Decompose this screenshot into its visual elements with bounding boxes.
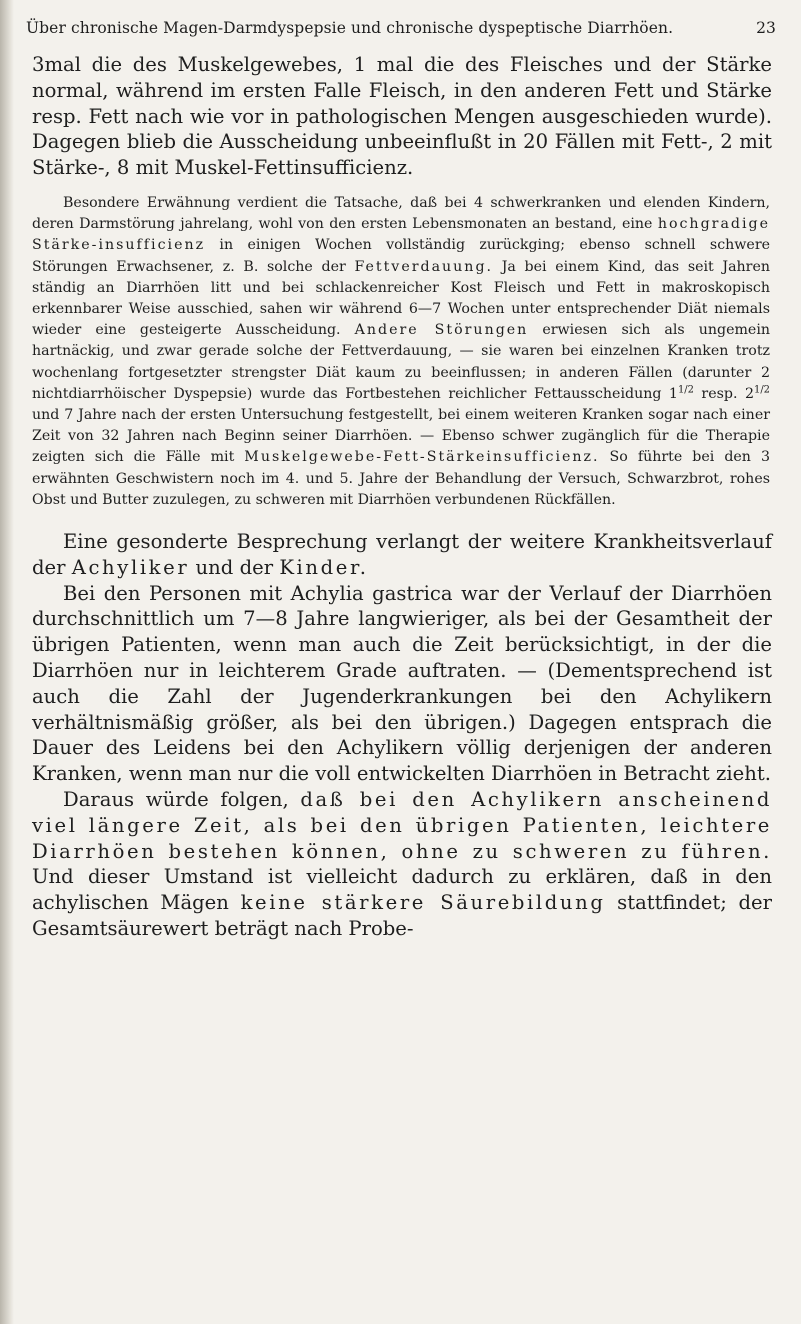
paragraph-2-small-print: Besondere Erwähnung verdient die Tatsache, daß bei 4 schwerkranken und elenden Kindern, deren Darmstörung jahrelang, wohl von den ersten Lebensmonaten an bestand, eine hochgradige Stärke-insufficienz in einigen Wochen vollständig zurückging; ebenso schnell schwere Störungen Erwachsener, z. B. solche der Fettverdauung. Ja bei einem Kind, das seit Jahren ständig an Diarrhöen litt und bei schlackenreicher Kost Fleisch und Fett in makroskopisch erkennbarer Weise ausschied, sahen wir während 6—7 Wochen unter entsprechender Diät niemals wieder eine gesteigerte Ausscheidung. Andere Störungen erwiesen sich als ungemein hartnäckig, und zwar gerade solche der Fettverdauung, — sie waren bei einzelnen Kranken trotz wochenlang fortgesetzter strengster Diät kaum zu beeinflussen; in anderen Fällen (darunter 2 nichtdiarrhöischer Dyspepsie) wurde das Fortbestehen reichlicher Fettausscheidung $1^{1/2}$ resp. $2^{1/2}$ und 7 Jahre nach der ersten Untersuchung festgestellt, bei einem weiteren Kranken sogar nach einer Zeit von 32 Jahren nach Beginn seiner Diarrhöen. — Ebenso schwer zugänglich für die Therapie zeigten sich die Fälle mit Muskelgewebe-Fett-Stärkeinsufficienz. So führte bei den 3 erwähnten Geschwistern noch im 4. und 5. Jahre der Behandlung der Versuch, Schwarzbrot, rohes Obst und Butter zuzulegen, zu schweren mit Diarrhöen verbundenen Rückfällen. — [32, 194, 771, 508]
spaced-emphasis: Fettverdauung. — [354, 258, 494, 275]
running-header — [26, 18, 782, 38]
book-binding-edge — [0, 0, 14, 1324]
fraction: 1/2 — [754, 384, 770, 396]
paragraph-1: 3mal die des Muskelgewebes, 1 mal die des Fleisches und der Stärke normal, während im ersten Falle Fleisch, in den anderen Fett und Stärke resp. Fett nach wie vor in pathologischen Mengen ausgeschieden wurde). Dagegen blieb die Ausscheidung unbeeinflußt in 20 Fällen mit Fett-, 2 mit Stärke-, 8 mit Muskel-Fettinsufficienz. — [32, 53, 772, 180]
book-page — [26, 18, 782, 942]
running-title: Über chronische Magen-Darmdyspepsie und chronische dyspeptische Diarrhöen. — [26, 19, 674, 37]
page-number: 23 — [756, 19, 776, 37]
spaced-emphasis: Kinder. — [279, 555, 369, 579]
spaced-emphasis: Andere Störungen — [354, 322, 529, 339]
spaced-emphasis: hochgradige Stärke-insufficienz — [32, 216, 770, 254]
paragraph-3: Eine gesonderte Besprechung verlangt der weitere Krankheitsverlauf der Achyliker und der Kinder. — [32, 530, 772, 579]
spaced-emphasis: Muskelgewebe-Fett-Stärkeinsufficienz. — [244, 449, 600, 466]
spaced-emphasis: keine stärkere Säurebildung — [240, 891, 606, 915]
spaced-emphasis: Achyliker — [71, 555, 190, 579]
paragraph-5: Daraus würde folgen, daß bei den Achylikern anscheinend viel längere Zeit, als bei den übrigen Patienten, leichtere Diarrhöen bestehen können, ohne zu schweren zu führen. Und dieser Umstand ist vielleicht dadurch zu erklären, daß in den achylischen Mägen keine stärkere Säurebildung stattfindet; der Gesamtsäurewert beträgt nach Probe- — [32, 788, 772, 940]
spaced-emphasis: daß bei den Achylikern anscheinend viel längere Zeit, als bei den übrigen Patienten, leichtere Diarrhöen bestehen können, ohne zu schweren zu führen. — [32, 788, 772, 863]
paragraph-4: Bei den Personen mit Achylia gastrica war der Verlauf der Diarrhöen durchschnittlich um 7—8 Jahre langwieriger, als bei der Gesamtheit der übrigen Patienten, wenn man auch die Zeit berücksichtigt, in der die Diarrhöen nur in leichterem Grade auftraten. — (Dementsprechend ist auch die Zahl der Jugenderkrankungen bei den Achylikern verhältnismäßig größer, als bei den übrigen.) Dagegen entsprach die Dauer des Leidens bei den Achylikern völlig derjenigen der anderen Kranken, wenn man nur die voll entwickelten Diarrhöen in Betracht zieht. — [32, 581, 772, 786]
fraction: 1/2 — [677, 384, 694, 396]
